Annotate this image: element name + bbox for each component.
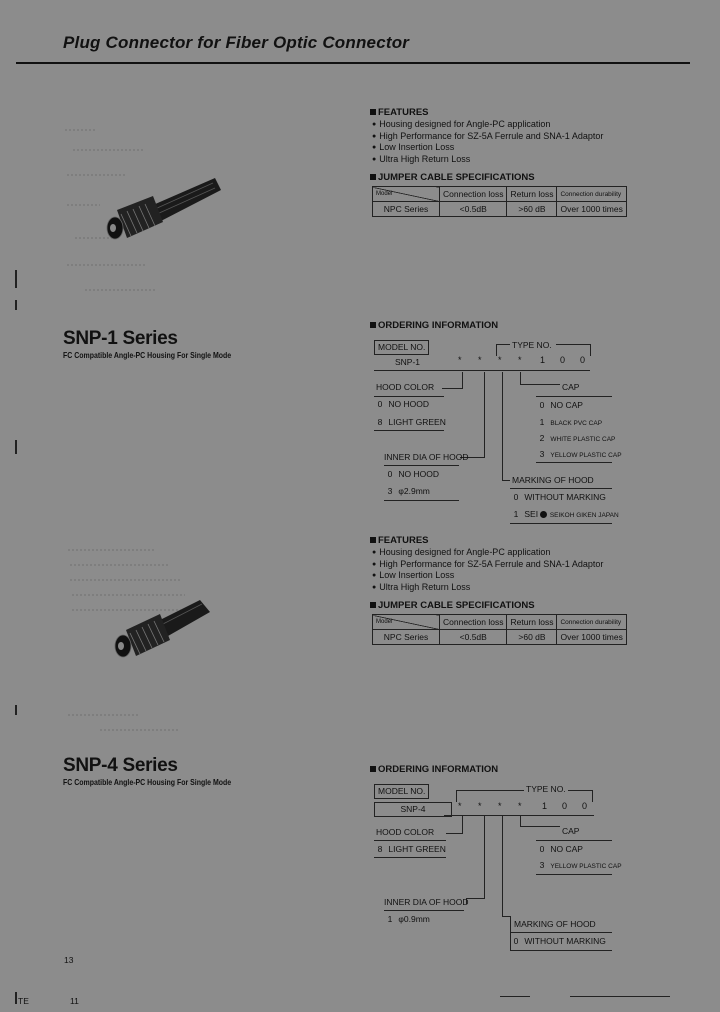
connector-line [462, 372, 463, 389]
connector-line [466, 898, 485, 899]
feature-item: ● Ultra High Return Loss [372, 154, 603, 166]
bracket-line [592, 790, 593, 802]
option-code: 0 [513, 936, 519, 946]
type-digit: * [458, 355, 462, 365]
option-label: NO CAP [550, 844, 583, 854]
group-line [510, 523, 612, 524]
logo-dot-icon [540, 511, 547, 518]
option-code: 0 [539, 400, 545, 410]
footer-code-number: 11 [70, 996, 79, 1006]
option-label: φ0.9mm [398, 914, 430, 924]
margin-tick [15, 992, 17, 1004]
bracket-line [496, 344, 497, 356]
type-digit: * [478, 801, 482, 811]
table-header: Return loss [507, 615, 557, 630]
table-corner: Model [373, 615, 440, 630]
group-line [374, 840, 446, 841]
snp4-jumper-heading: JUMPER CABLE SPECIFICATIONS [370, 600, 535, 611]
type-digit: 0 [582, 801, 588, 811]
feature-item: ● Housing designed for Angle-PC application [372, 119, 603, 131]
group-line [536, 840, 612, 841]
snp4-hood-color-label: HOOD COLOR [376, 827, 435, 837]
table-cell: >60 dB [507, 202, 557, 217]
group-line [536, 874, 612, 875]
snp1-ordering-heading: ORDERING INFORMATION [370, 320, 498, 331]
table-cell: Over 1000 times [557, 202, 626, 217]
snp4-inner-dia-label: INNER DIA OF HOOD [384, 897, 469, 907]
type-digit: * [518, 801, 522, 811]
table-row-label: NPC Series [373, 202, 440, 217]
snp4-series-title: SNP-4 Series [63, 755, 178, 776]
snp4-connector-illustration [60, 540, 230, 740]
feature-item: ● High Performance for SZ-5A Ferrule and SNA-1 Adaptor [372, 131, 603, 143]
snp1-hood-option [374, 398, 429, 411]
footer-mark [500, 996, 530, 997]
snp4-marking-option [510, 935, 606, 948]
connector-line [502, 372, 503, 480]
option-code: 0 [513, 492, 519, 502]
snp4-jumper-table [372, 614, 627, 645]
group-line [384, 465, 459, 466]
type-digit: 0 [562, 801, 568, 811]
option-code: 3 [539, 449, 545, 459]
group-line [536, 462, 612, 463]
option-code: 0 [539, 844, 545, 854]
footer-mark [570, 996, 670, 997]
snp1-model-no-label: MODEL NO. [374, 340, 429, 355]
option-code: 3 [539, 860, 545, 870]
type-digit: * [498, 801, 502, 811]
snp4-ordering-heading: ORDERING INFORMATION [370, 764, 498, 775]
snp4-inner-dia-option [384, 913, 430, 926]
bracket-line [456, 790, 524, 791]
snp1-cap-label: CAP [562, 382, 580, 392]
type-digit: 1 [540, 355, 546, 365]
page-number: 13 [64, 955, 74, 965]
option-label: WHITE PLASTIC CAP [550, 436, 616, 443]
bracket-line [556, 344, 590, 345]
snp4-marking-label: MARKING OF HOOD [514, 919, 596, 929]
connector-line [484, 816, 485, 898]
snp1-inner-dia-option [384, 485, 430, 498]
connector-line [462, 816, 463, 834]
option-code: 1 [387, 914, 393, 924]
type-digit: * [478, 355, 482, 365]
baseline [444, 815, 594, 816]
feature-item: ● Low Insertion Loss [372, 570, 603, 582]
option-label: WITHOUT MARKING [524, 492, 606, 502]
table-cell: Over 1000 times [557, 630, 626, 645]
bracket-line [590, 344, 591, 356]
option-code: 3 [387, 486, 393, 496]
bracket-line [568, 790, 592, 791]
connector-line [446, 833, 462, 834]
snp1-features-heading: FEATURES [370, 107, 429, 118]
snp1-jumper-heading: JUMPER CABLE SPECIFICATIONS [370, 172, 535, 183]
snp1-hood-option [374, 416, 446, 429]
table-header: Connection durability [557, 615, 626, 630]
margin-tick [15, 705, 17, 715]
feature-item: ● High Performance for SZ-5A Ferrule and SNA-1 Adaptor [372, 559, 603, 571]
option-code: 1 [513, 509, 519, 519]
snp1-features-list [372, 119, 603, 165]
snp1-connector-illustration [55, 110, 235, 310]
snp1-type-no-label: TYPE NO. [512, 340, 552, 350]
snp1-subtitle: FC Compatible Angle-PC Housing For Single Mode [63, 350, 232, 360]
option-code: 8 [377, 844, 383, 854]
snp1-inner-dia-option [384, 468, 439, 481]
type-digit: 0 [580, 355, 586, 365]
snp4-type-no-label: TYPE NO. [526, 784, 566, 794]
snp1-series-title: SNP-1 Series [63, 328, 178, 349]
type-digit: 1 [542, 801, 548, 811]
group-line [374, 396, 444, 397]
snp4-model-no-label: MODEL NO. [374, 784, 429, 799]
snp4-cap-option [536, 859, 622, 872]
table-row-label: NPC Series [373, 630, 440, 645]
option-label: SEIKOH GIKEN JAPAN [549, 512, 619, 519]
option-code: 2 [539, 433, 545, 443]
snp1-model-value: SNP-1 [395, 357, 421, 367]
snp4-features-heading: FEATURES [370, 535, 429, 546]
snp1-marking-option [510, 491, 606, 504]
table-header: Return loss [507, 187, 557, 202]
type-digit: * [498, 355, 502, 365]
type-digit: 0 [560, 355, 566, 365]
snp1-marking-option [510, 508, 619, 521]
connector-line [502, 816, 503, 916]
connector-line [520, 816, 521, 826]
option-label: YELLOW PLASTIC CAP [550, 452, 622, 459]
option-code: 8 [377, 417, 383, 427]
table-header: Connection loss [440, 615, 507, 630]
feature-item: ● Ultra High Return Loss [372, 582, 603, 594]
type-digit: * [458, 801, 462, 811]
connector-line [484, 372, 485, 457]
snp4-model-value: SNP-4 [374, 802, 452, 817]
table-cell: <0.5dB [440, 202, 507, 217]
group-line [374, 430, 444, 431]
group-line [384, 910, 464, 911]
option-label: φ2.9mm [398, 486, 430, 496]
bracket-line [496, 344, 510, 345]
snp4-features-list [372, 547, 603, 593]
table-corner: Model [373, 187, 440, 202]
group-line [536, 396, 612, 397]
bracket-line [456, 790, 457, 802]
snp4-cap-option [536, 843, 583, 856]
baseline [374, 370, 590, 371]
connector-line [442, 388, 462, 389]
type-digit: * [518, 355, 522, 365]
connector-line [502, 480, 510, 481]
connector-line [520, 384, 560, 385]
margin-tick [15, 270, 17, 288]
feature-item: ● Housing designed for Angle-PC application [372, 547, 603, 559]
table-header: Connection durability [557, 187, 626, 202]
snp1-hood-color-label: HOOD COLOR [376, 382, 435, 392]
option-code: 0 [387, 469, 393, 479]
snp1-cap-option [536, 416, 602, 429]
group-line [510, 488, 612, 489]
snp1-cap-option [536, 432, 615, 445]
connector-line [520, 372, 521, 384]
snp1-inner-dia-label: INNER DIA OF HOOD [384, 452, 469, 462]
option-label: BLACK PVC CAP [550, 420, 603, 427]
margin-tick [15, 300, 17, 310]
title-rule [16, 62, 690, 64]
group-line [510, 932, 612, 933]
group-line [384, 500, 459, 501]
group-line [374, 857, 446, 858]
option-label: WITHOUT MARKING [524, 936, 606, 946]
snp1-marking-label: MARKING OF HOOD [512, 475, 594, 485]
connector-line [520, 826, 560, 827]
option-code: 1 [539, 417, 545, 427]
snp1-cap-option [536, 399, 583, 412]
table-cell: <0.5dB [440, 630, 507, 645]
option-label: LIGHT GREEN [388, 417, 446, 427]
snp1-cap-option [536, 448, 622, 461]
option-label: NO HOOD [388, 399, 429, 409]
connector-line [502, 916, 510, 917]
option-label: LIGHT GREEN [388, 844, 446, 854]
option-code: 0 [377, 399, 383, 409]
option-prefix: SEI [524, 509, 539, 519]
feature-item: ● Low Insertion Loss [372, 142, 603, 154]
table-cell: >60 dB [507, 630, 557, 645]
option-label: YELLOW PLASTIC CAP [550, 863, 622, 870]
option-label: NO CAP [550, 400, 583, 410]
page-title: Plug Connector for Fiber Optic Connector [63, 33, 410, 52]
group-line [510, 950, 612, 951]
snp4-subtitle: FC Compatible Angle-PC Housing For Single Mode [63, 777, 232, 787]
table-header: Connection loss [440, 187, 507, 202]
snp4-cap-label: CAP [562, 826, 580, 836]
footer-code: TE [18, 996, 29, 1006]
margin-tick [15, 440, 17, 454]
option-label: NO HOOD [398, 469, 439, 479]
snp1-jumper-table [372, 186, 627, 217]
snp4-hood-option [374, 843, 446, 856]
